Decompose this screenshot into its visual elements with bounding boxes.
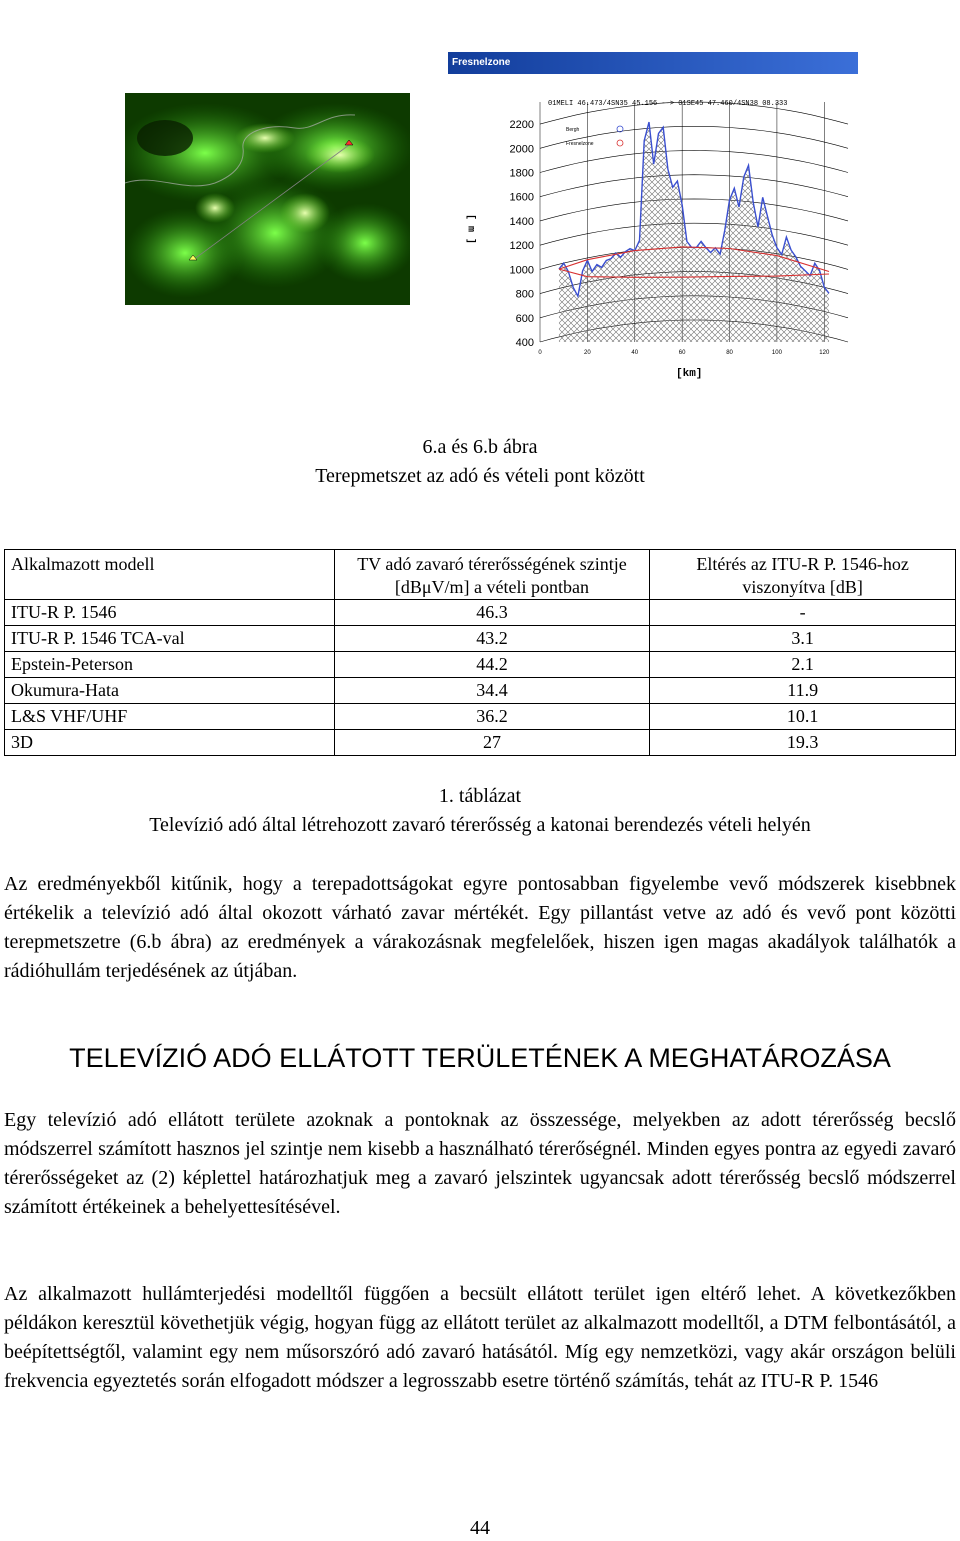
table-cell: ITU-R P. 1546 [5, 600, 335, 626]
table-cell: 34.4 [334, 678, 650, 704]
figure-caption-line2: Terepmetszet az adó és vételi pont között [315, 465, 645, 487]
table-cell: ITU-R P. 1546 TCA-val [5, 626, 335, 652]
y-tick-label: 2200 [509, 119, 534, 132]
figure-caption-line1: 6.a és 6.b ábra [422, 436, 538, 458]
table-caption-line2: Televízió adó által létrehozott zavaró térerősség a katonai berendezés vételi helyén [149, 814, 811, 836]
terrain-map-image [125, 93, 410, 305]
fresnelzone-window-title: Fresnelzone [448, 52, 858, 74]
paragraph-coverage-definition: Egy televízió adó ellátott területe azoknak a pontoknak az összessége, melyekben az adott térerősség becslő módszerrel számított hasznos jel szintje nem kisebb a használható térerőségnél. Minden egyes pontra az egyedi zavaró térerősségeket az (2) képlettel határozhatjuk meg a zavaró jelszintek ugyancsak adott térerősség becslő módszerrel számított értékeinek a behelyettesítésével. [4, 1109, 956, 1218]
table-row [5, 626, 956, 652]
y-tick-label: 1000 [509, 264, 534, 277]
table-cell: L&S VHF/UHF [5, 704, 335, 730]
x-tick-label: 20 [584, 350, 591, 356]
results-table [4, 549, 956, 756]
page-number: 44 [470, 1517, 490, 1539]
y-tick-label: 1400 [509, 215, 534, 228]
table-row [5, 600, 956, 626]
chart-header-readout: 01MELI 46.473/4SN35 45.156 --> 01SE45 47.460/4SN38 08.333 [548, 100, 788, 108]
table-header-row [5, 550, 956, 600]
table-cell: 2.1 [650, 652, 956, 678]
table-cell: Okumura-Hata [5, 678, 335, 704]
legend-entry: Bergh [566, 127, 580, 133]
table-caption-line1: 1. táblázat [438, 785, 522, 807]
table-cell: 27 [334, 730, 650, 756]
table-cell: 46.3 [334, 600, 650, 626]
x-tick-label: 60 [678, 350, 686, 356]
table-row [5, 678, 956, 704]
table-row [5, 652, 956, 678]
table-cell: - [650, 600, 956, 626]
table-cell: 3D [5, 730, 335, 756]
table-row [5, 730, 956, 756]
x-tick-label: 40 [631, 350, 639, 356]
x-tick-label: 0 [538, 350, 542, 356]
table-cell: 3.1 [650, 626, 956, 652]
legend-entry: Fresnelzone [566, 141, 594, 147]
table-row [5, 704, 956, 730]
section-heading: TELEVÍZIÓ ADÓ ELLÁTOTT TERÜLETÉNEK A MEGHATÁROZÁSA [69, 1043, 891, 1073]
table-cell: 10.1 [650, 704, 956, 730]
x-tick-label: 80 [726, 350, 733, 356]
table-cell: 11.9 [650, 678, 956, 704]
x-axis-label: [km] [676, 368, 703, 380]
y-tick-label: 400 [515, 337, 534, 349]
paragraph-model-dependence: Az alkalmazott hullámterjedési modelltől függően a becsült ellátott terület igen eltérő lehet. A következőkben példákon keresztül követhetjük végig, hogyan függ az ellátott terület az alkalmazott modelltől, a DTM felbontásától, a beépítettségtől, valamint egy nem műsorszóró adó zavaró hatásától. Míg egy nemzetközi, vagy akár országon belüli frekvencia egyeztetés során elfogadott módszer a legrosszabb esetre történő számítás, tehát az ITU-R P. 1546 [4, 1283, 956, 1392]
table-header-cell: Alkalmazott modell [5, 550, 335, 600]
x-tick-label: 120 [819, 350, 830, 356]
table-header-cell: Eltérés az ITU-R P. 1546-hoz viszonyítva [dB] [650, 550, 956, 600]
y-axis-label: [ m ] [464, 214, 476, 245]
table-cell: 44.2 [334, 652, 650, 678]
y-tick-label: 800 [515, 288, 534, 301]
fresnel-zone-chart [448, 74, 858, 380]
table-cell: 43.2 [334, 626, 650, 652]
y-tick-label: 600 [515, 312, 534, 325]
y-tick-label: 2000 [509, 143, 534, 156]
table-header-cell: TV adó zavaró térerősségének szintje [dBμV/m] a vételi pontban [334, 550, 650, 600]
y-tick-label: 1200 [509, 240, 534, 253]
table-cell: 36.2 [334, 704, 650, 730]
x-tick-label: 100 [771, 350, 782, 356]
table-cell: 19.3 [650, 730, 956, 756]
y-tick-label: 1600 [509, 191, 534, 204]
y-tick-label: 1800 [509, 167, 534, 180]
paragraph-results: Az eredményekből kitűnik, hogy a terepadottságokat egyre pontosabban figyelembe vevő módszerek kisebbnek értékelik a televízió adó által okozott várható zavar mértékét. Egy pillantást vetve az adó és vevő pont közötti terepmetszetre (6.b ábra) az eredmények a várakozásnak megfelelőek, hiszen igen magas akadályok találhatók a rádióhullám terjedésének az útjában. [4, 873, 956, 982]
table-cell: Epstein-Peterson [5, 652, 335, 678]
